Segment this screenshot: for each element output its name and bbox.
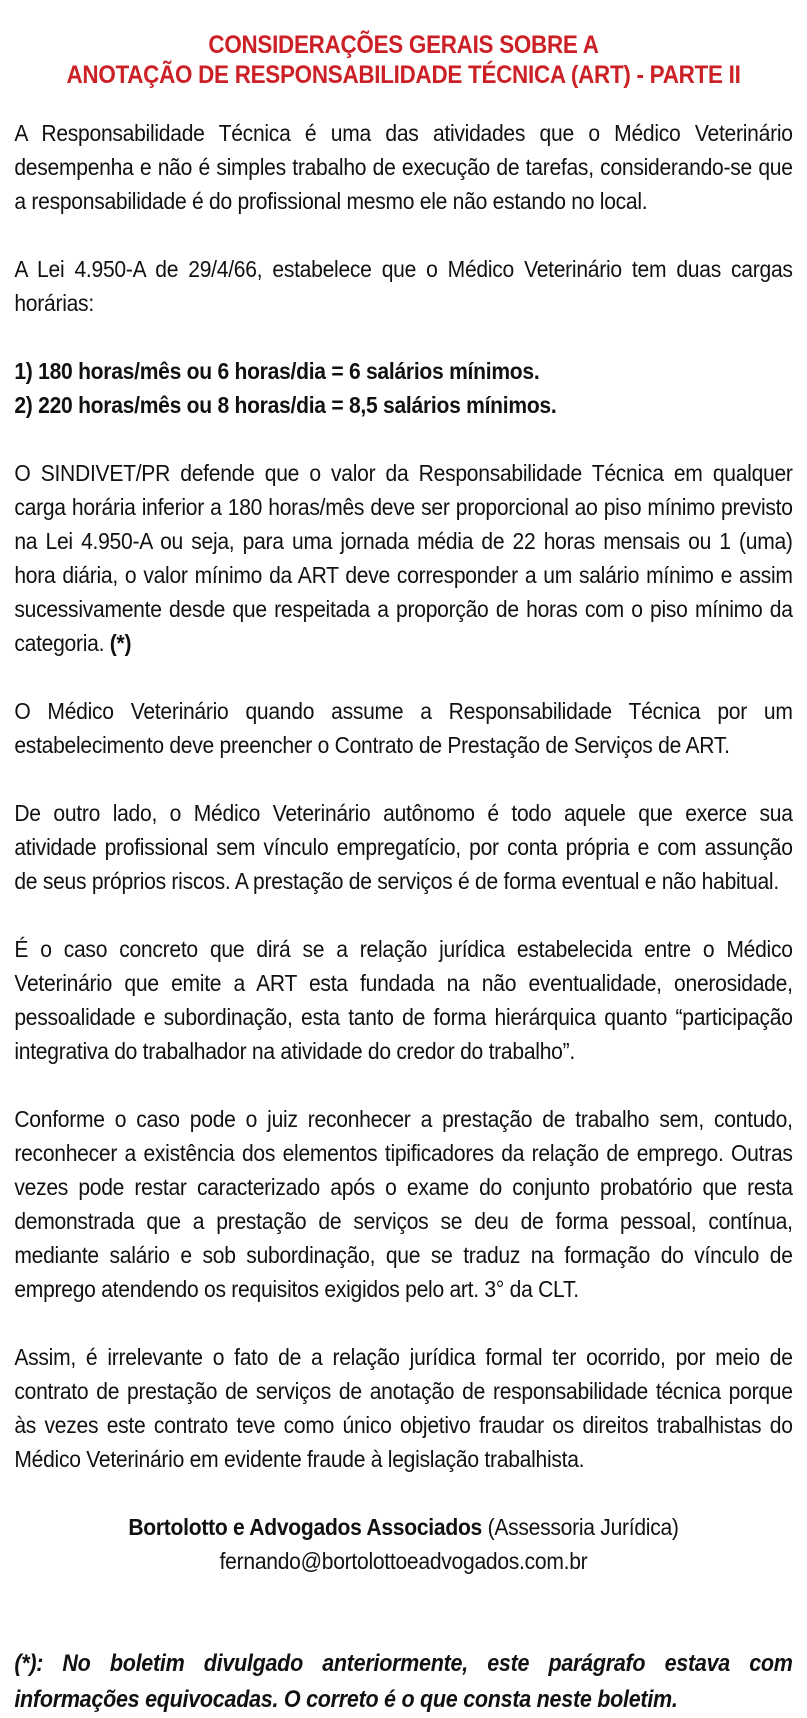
paragraph-sindivet-text: O SINDIVET/PR defende que o valor da Responsabilidade Técnica em qualquer carga horária inferior a 180 horas/mês deve ser proporcional ao piso mínimo previsto na Lei 4.950-A ou seja, para uma jornada média de 22 horas mensais ou 1 (uma) hora diária, o valor mínimo da ART deve corresponder a um salário mínimo e assim sucessivamente desde que respeitada a proporção de horas com o piso mínimo da categoria. [14, 460, 793, 656]
title-line-2: ANOTAÇÃO DE RESPONSABILIDADE TÉCNICA (ART) - PARTE II [66, 61, 741, 89]
paragraph-intro: A Responsabilidade Técnica é uma das atividades que o Médico Veterinário desempenha e não é simples trabalho de execução de tarefas, considerando-se que a responsabilidade é do profissional mesmo ele não estando no local. [14, 120, 793, 214]
title-line-1: CONSIDERAÇÕES GERAIS SOBRE A [208, 31, 599, 59]
firm-role: (Assessoria Jurídica) [487, 1514, 679, 1540]
firm-name: Bortolotto e Advogados Associados [128, 1514, 483, 1540]
workload-item-2: 2) 220 horas/mês ou 8 horas/dia = 8,5 salários mínimos. [14, 392, 557, 418]
paragraph-caso-concreto: É o caso concreto que dirá se a relação jurídica estabelecida entre o Médico Veterinário que emite a ART esta fundada na não eventualidade, onerosidade, pessoalidade e subordinação, esta tanto de forma hierárquica quanto “participação integrativa do trabalhador na atividade do credor do trabalho”. [14, 936, 793, 1064]
footnote-marker-inline: (*) [109, 630, 132, 656]
paragraph-sindivet [14, 456, 792, 660]
correction-footnote: (*): No boletim divulgado anteriormente, este parágrafo estava com informações equivocadas. O correto é o que consta neste boletim. [14, 1650, 793, 1713]
paragraph-juiz: Conforme o caso pode o juiz reconhecer a prestação de trabalho sem, contudo, reconhecer a existência dos elementos tipificadores da relação de emprego. Outras vezes pode restar caracterizado após o exame do conjunto probatório que resta demonstrada que a prestação de serviços se deu de forma pessoal, contínua, mediante salário e sob subordinação, que se traduz na formação do vínculo de emprego atendendo os requisitos exigidos pelo art. 3° da CLT. [14, 1106, 793, 1302]
paragraph-fraude: Assim, é irrelevante o fato de a relação jurídica formal ter ocorrido, por meio de contrato de prestação de serviços de anotação de responsabilidade técnica porque às vezes este contrato teve como único objetivo fraudar os direitos trabalhistas do Médico Veterinário em evidente fraude à legislação trabalhista. [14, 1344, 793, 1472]
document-title [14, 30, 792, 90]
workload-list [14, 354, 792, 422]
paragraph-lei-4950: A Lei 4.950-A de 29/4/66, estabelece que o Médico Veterinário tem duas cargas horárias: [14, 256, 793, 316]
signature-line [14, 1510, 792, 1544]
signature-block [14, 1510, 792, 1578]
workload-item-1: 1) 180 horas/mês ou 6 horas/dia = 6 salários mínimos. [14, 358, 540, 384]
paragraph-contrato: O Médico Veterinário quando assume a Responsabilidade Técnica por um estabelecimento deve preencher o Contrato de Prestação de Serviços de ART. [14, 698, 793, 758]
email-address: fernando@bortolottoeadvogados.com.br [219, 1548, 588, 1574]
paragraph-autonomo: De outro lado, o Médico Veterinário autônomo é todo aquele que exerce sua atividade profissional sem vínculo empregatício, por conta própria e com assunção de seus próprios riscos. A prestação de serviços é de forma eventual e não habitual. [14, 800, 793, 894]
